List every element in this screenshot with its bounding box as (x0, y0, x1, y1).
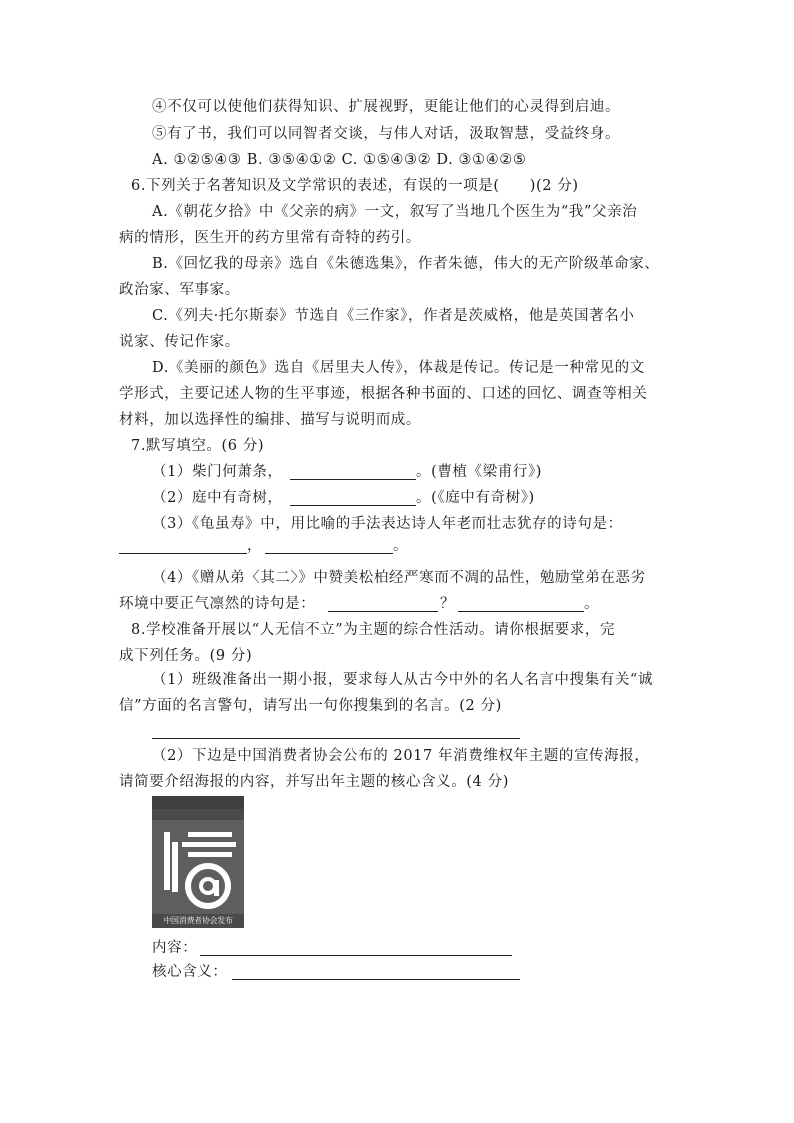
q8-task-1-cont: 信”方面的名言警句，请写出一句你搜集到的名言。(2 分) (119, 698, 502, 714)
q7-item-1-prefix: （1）柴门何萧条， (152, 464, 283, 480)
consumer-rights-poster (152, 796, 244, 928)
poster-footer: 中国消费者协会发布 (163, 916, 233, 925)
q8-task-2-cont: 请简要介绍海报的内容，并写出年主题的核心含义。(4 分) (119, 774, 509, 790)
q7-item-1-answer-blank[interactable] (290, 479, 416, 480)
q6-option-c-cont: 说家、传记作家。 (119, 334, 240, 350)
q7-item-4-answer-blank-2[interactable] (458, 611, 584, 612)
q8-task-2: （2）下边是中国消费者协会公布的 2017 年消费维权年主题的宣传海报， (152, 748, 650, 764)
q6-option-c: C.《列夫·托尔斯泰》节选自《三作家》，作者是茨威格，他是英国著名小 (152, 308, 635, 324)
q6-option-b-cont: 政治家、军事家。 (119, 282, 240, 298)
q7-item-4-answer-blank-1[interactable] (328, 611, 438, 612)
q8-task-1: （1）班级准备出一期小报，要求每人从古今中外的名人名言中搜集有关“诚 (152, 672, 654, 688)
q7-item-2-source: 。(《庭中有奇树》) (416, 490, 535, 506)
q6-option-b: B.《回忆我的母亲》选自《朱德选集》，作者朱德，伟大的无产阶级革命家、 (152, 256, 660, 272)
q7-item-3-answer-blank-1[interactable] (119, 553, 247, 554)
question-7-stem: 7.默写填空。(6 分) (131, 438, 265, 454)
at-sign-icon (188, 866, 228, 906)
option-line-5: ⑤有了书，我们可以同智者交谈，与伟人对话，汲取智慧，受益终身。 (152, 126, 621, 142)
content-answer-blank[interactable] (200, 955, 512, 956)
core-meaning-answer-blank[interactable] (232, 979, 520, 980)
q7-item-2-prefix: （2）庭中有奇树， (152, 490, 283, 506)
question-8-stem: 8.学校准备开展以“人无信不立”为主题的综合性活动。请你根据要求，完 (131, 622, 616, 638)
q6-option-d: D.《美丽的颜色》选自《居里夫人传》，体裁是传记。传记是一种常见的文 (152, 360, 645, 376)
question-8-stem-cont: 成下列任务。(9 分) (119, 648, 253, 664)
q7-item-3-stem: （3）《龟虽寿》中，用比喻的手法表达诗人年老而壮志犹存的诗句是： (152, 516, 623, 532)
q7-item-3-period: 。 (393, 538, 409, 554)
q7-item-4-question-mark: ？ (440, 596, 456, 612)
q7-item-4-stem: （4）《赠从弟〈其二〉》中赞美松柏经严寒而不凋的品性，勉励堂弟在恶劣 (152, 570, 646, 586)
question-6-stem: 6.下列关于名著知识及文学常识的表述，有误的一项是( )(2 分) (131, 178, 579, 194)
q7-item-1-source: 。(曹植《梁甫行》) (416, 464, 543, 480)
content-label: 内容： (152, 940, 198, 956)
q6-option-a-cont: 病的情形，医生开的药方里常有奇特的药引。 (119, 230, 421, 246)
q6-option-d-cont-1: 学形式，主要记述人物的生平事迹，根据各种书面的、口述的回忆、调查等相关 (119, 386, 648, 402)
q8-task-1-answer-blank[interactable] (152, 738, 520, 739)
q7-item-3-answer-blank-2[interactable] (265, 553, 393, 554)
q6-option-d-cont-2: 材料，加以选择性的编排、描写与说明而成。 (119, 412, 421, 428)
option-line-4: ④不仅可以使他们获得知识、扩展视野，更能让他们的心灵得到启迪。 (152, 99, 621, 115)
q6-option-a: A.《朝花夕拾》中《父亲的病》一文，叙写了当地几个医生为“我”父亲治 (152, 204, 638, 220)
poster-artwork (152, 796, 244, 928)
q7-item-2-answer-blank[interactable] (290, 505, 416, 506)
q7-item-4-period: 。 (584, 596, 600, 612)
answer-choices-q5: A. ①②⑤④③ B. ③⑤④①② C. ①⑤④③② D. ③①④②⑤ (152, 152, 527, 168)
q7-item-4-prefix: 环境中要正气凛然的诗句是： (119, 596, 316, 612)
q7-item-3-comma: ， (247, 538, 263, 554)
core-meaning-label: 核心含义： (152, 964, 228, 980)
